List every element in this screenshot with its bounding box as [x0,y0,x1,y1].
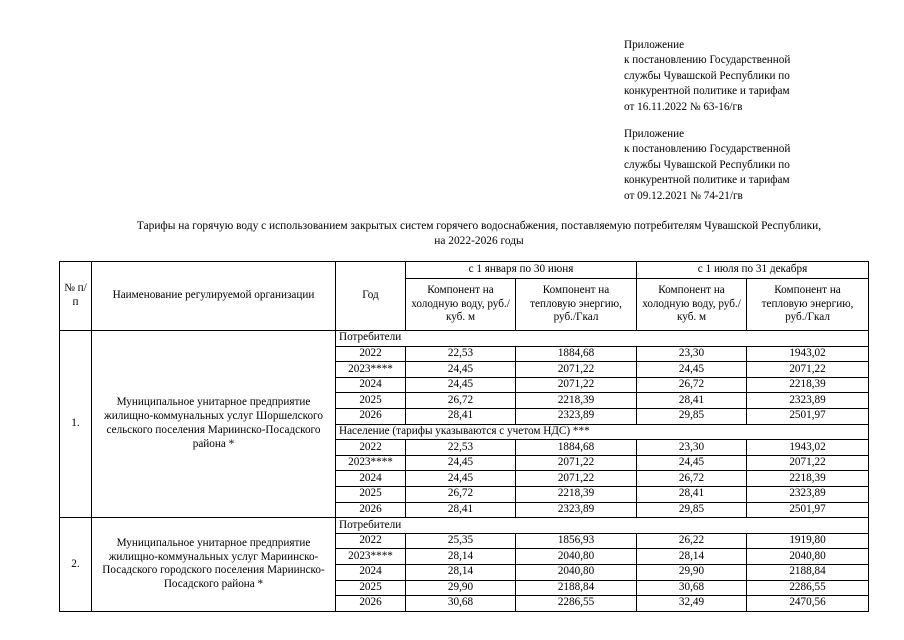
heat-energy-h2-cell: 2501,97 [747,502,869,518]
consumer-group-label: Потребители [336,331,869,347]
header-year: Год [336,262,406,331]
section-row [60,518,869,534]
cold-water-h1-cell: 24,45 [406,471,516,487]
annex-1-line: от 16.11.2022 № 63-16/гв [624,100,743,113]
header-heat-energy-component: Компонент на тепловую энергию, руб./Гкал [747,279,869,331]
header-cold-water-component: Компонент на холодную воду, руб./куб. м [637,279,747,331]
year-cell: 2022 [336,533,406,549]
cold-water-h1-cell: 26,72 [406,393,516,409]
header-heat-energy-component: Компонент на тепловую энергию, руб./Гкал [516,279,637,331]
annex-1-line: к постановлению Государственной [624,54,791,67]
heat-energy-h1-cell: 1884,68 [516,346,637,362]
year-cell: 2024 [336,564,406,580]
heat-energy-h2-cell: 2470,56 [747,596,869,612]
cold-water-h1-cell: 28,41 [406,502,516,518]
cold-water-h2-cell: 24,45 [637,362,747,378]
cold-water-h1-cell: 26,72 [406,486,516,502]
heat-energy-h1-cell: 2286,55 [516,596,637,612]
consumer-group-label: Население (тарифы указываются с учетом НДС) *** [336,424,869,440]
cold-water-h1-cell: 28,41 [406,408,516,424]
year-cell: 2026 [336,408,406,424]
heat-energy-h2-cell: 1943,02 [747,440,869,456]
heat-energy-h1-cell: 2188,84 [516,580,637,596]
heat-energy-h2-cell: 2286,55 [747,580,869,596]
cold-water-h1-cell: 24,45 [406,455,516,471]
cold-water-h2-cell: 24,45 [637,455,747,471]
year-cell: 2024 [336,377,406,393]
heat-energy-h1-cell: 2323,89 [516,502,637,518]
year-cell: 2026 [336,596,406,612]
cold-water-h1-cell: 28,14 [406,564,516,580]
cold-water-h2-cell: 28,14 [637,549,747,565]
header-organization: Наименование регулируемой организации [92,262,336,331]
annex-2-line: конкурентной политике и тарифам [624,174,790,187]
heat-energy-h1-cell: 2040,80 [516,564,637,580]
tariff-table [59,261,869,612]
heat-energy-h2-cell: 2218,39 [747,471,869,487]
cold-water-h1-cell: 25,35 [406,533,516,549]
annex-2-line: Приложение [624,128,685,140]
section-row [60,331,869,347]
header-period-second-half: с 1 июля по 31 декабря [637,262,869,279]
cold-water-h2-cell: 23,30 [637,346,747,362]
annex-2-line: к постановлению Государственной [624,143,791,156]
year-cell: 2023**** [336,549,406,565]
year-cell: 2025 [336,580,406,596]
cold-water-h2-cell: 29,90 [637,564,747,580]
cold-water-h2-cell: 23,30 [637,440,747,456]
cold-water-h2-cell: 32,49 [637,596,747,612]
cold-water-h1-cell: 28,14 [406,549,516,565]
document-title-line-1: Тарифы на горячую воду с использованием закрытых систем горячего водоснабжения, поставляемую потребителям Чувашской Республики, [136,220,822,232]
consumer-group-label: Потребители [336,518,869,534]
annex-1-line: Приложение [624,39,685,51]
cold-water-h2-cell: 30,68 [637,580,747,596]
heat-energy-h2-cell: 2071,22 [747,362,869,378]
year-cell: 2025 [336,486,406,502]
year-cell: 2023**** [336,362,406,378]
tariff-table-body [60,331,869,612]
heat-energy-h1-cell: 1856,93 [516,533,637,549]
cold-water-h2-cell: 28,41 [637,486,747,502]
annex-1 [624,38,864,115]
heat-energy-h2-cell: 2218,39 [747,377,869,393]
cold-water-h2-cell: 29,85 [637,408,747,424]
heat-energy-h1-cell: 2071,22 [516,471,637,487]
heat-energy-h1-cell: 2040,80 [516,549,637,565]
row-number: 1. [60,331,92,518]
heat-energy-h1-cell: 2323,89 [516,408,637,424]
cold-water-h1-cell: 30,68 [406,596,516,612]
cold-water-h1-cell: 29,90 [406,580,516,596]
heat-energy-h2-cell: 1943,02 [747,346,869,362]
cold-water-h2-cell: 28,41 [637,393,747,409]
heat-energy-h1-cell: 2218,39 [516,393,637,409]
heat-energy-h2-cell: 2323,89 [747,486,869,502]
annex-1-line: службы Чувашской Республики по [624,69,790,82]
header-period-first-half: с 1 января по 30 июня [406,262,637,279]
heat-energy-h1-cell: 2071,22 [516,377,637,393]
annex-2-line: службы Чувашской Республики по [624,158,790,171]
heat-energy-h2-cell: 2323,89 [747,393,869,409]
cold-water-h2-cell: 26,72 [637,471,747,487]
row-number: 2. [60,518,92,612]
document-title-line-2: на 2022-2026 годы [434,234,524,247]
cold-water-h2-cell: 26,72 [637,377,747,393]
document-title [60,219,898,248]
cold-water-h1-cell: 24,45 [406,362,516,378]
cold-water-h2-cell: 26,22 [637,533,747,549]
header-number: № п/п [60,262,92,331]
heat-energy-h2-cell: 2071,22 [747,455,869,471]
cold-water-h1-cell: 22,53 [406,346,516,362]
heat-energy-h1-cell: 2071,22 [516,362,637,378]
year-cell: 2023**** [336,455,406,471]
year-cell: 2026 [336,502,406,518]
cold-water-h1-cell: 24,45 [406,377,516,393]
organization-name: Муниципальное унитарное предприятие жилищно-коммунальных услуг Мариинско-Посадского городского поселения Мариинско-Посадского района * [92,518,336,612]
heat-energy-h2-cell: 2188,84 [747,564,869,580]
cold-water-h1-cell: 22,53 [406,440,516,456]
year-cell: 2022 [336,346,406,362]
annex-2 [624,127,864,204]
year-cell: 2022 [336,440,406,456]
cold-water-h2-cell: 29,85 [637,502,747,518]
heat-energy-h2-cell: 2040,80 [747,549,869,565]
heat-energy-h1-cell: 1884,68 [516,440,637,456]
heat-energy-h2-cell: 2501,97 [747,408,869,424]
year-cell: 2025 [336,393,406,409]
heat-energy-h1-cell: 2071,22 [516,455,637,471]
heat-energy-h1-cell: 2218,39 [516,486,637,502]
organization-name: Муниципальное унитарное предприятие жилищно-коммунальных услуг Шоршелского сельского поселения Мариинско-Посадского района * [92,331,336,518]
annex-2-line: от 09.12.2021 № 74-21/гв [624,189,743,202]
annex-1-line: конкурентной политике и тарифам [624,85,790,98]
year-cell: 2024 [336,471,406,487]
heat-energy-h2-cell: 1919,80 [747,533,869,549]
header-cold-water-component: Компонент на холодную воду, руб./куб. м [406,279,516,331]
